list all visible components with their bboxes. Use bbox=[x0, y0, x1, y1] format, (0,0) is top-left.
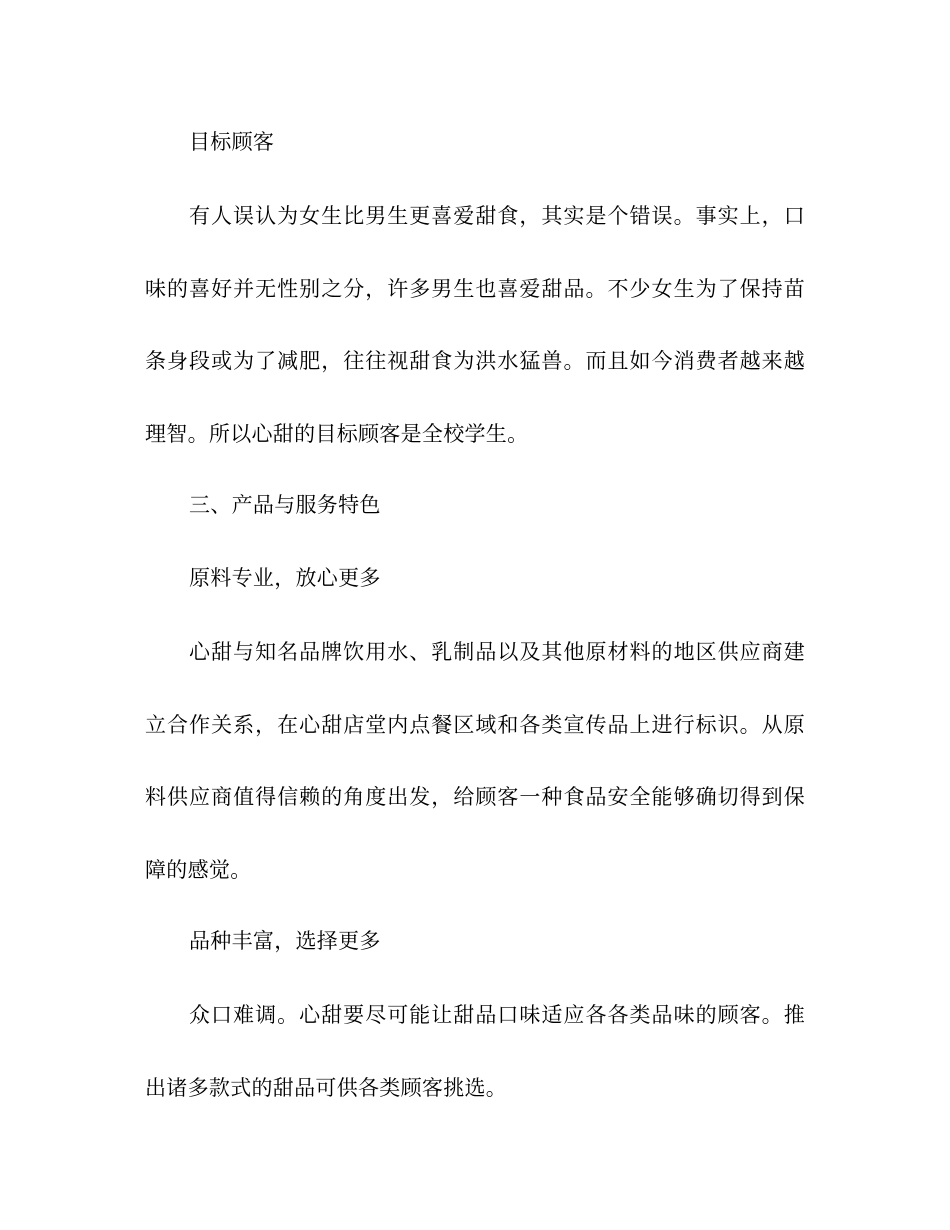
paragraph-variety: 众口难调。心甜要尽可能让甜品口味适应各各类品味的顾客。推出诸多款式的甜品可供各类顾客挑选。 bbox=[145, 1003, 805, 1100]
heading-materials: 原料专业，放心更多 bbox=[189, 566, 381, 590]
heading-target-customers: 目标顾客 bbox=[189, 130, 275, 154]
paragraph-target-customers: 有人误认为女生比男生更喜爱甜食，其实是个错误。事实上，口味的喜好并无性别之分，许多男生也喜爱甜品。不少女生为了保持苗条身段或为了减肥，往往视甜食为洪水猛兽。而且如今消费者越来越理智。所以心甜的目标顾客是全校学生。 bbox=[145, 204, 805, 446]
paragraph-materials: 心甜与知名品牌饮用水、乳制品以及其他原材料的地区供应商建立合作关系，在心甜店堂内点餐区域和各类宣传品上进行标识。从原料供应商值得信赖的角度出发，给顾客一种食品安全能够确切得到保障的感觉。 bbox=[145, 640, 805, 882]
heading-section-3: 三、产品与服务特色 bbox=[189, 493, 381, 517]
heading-variety: 品种丰富，选择更多 bbox=[189, 929, 381, 953]
